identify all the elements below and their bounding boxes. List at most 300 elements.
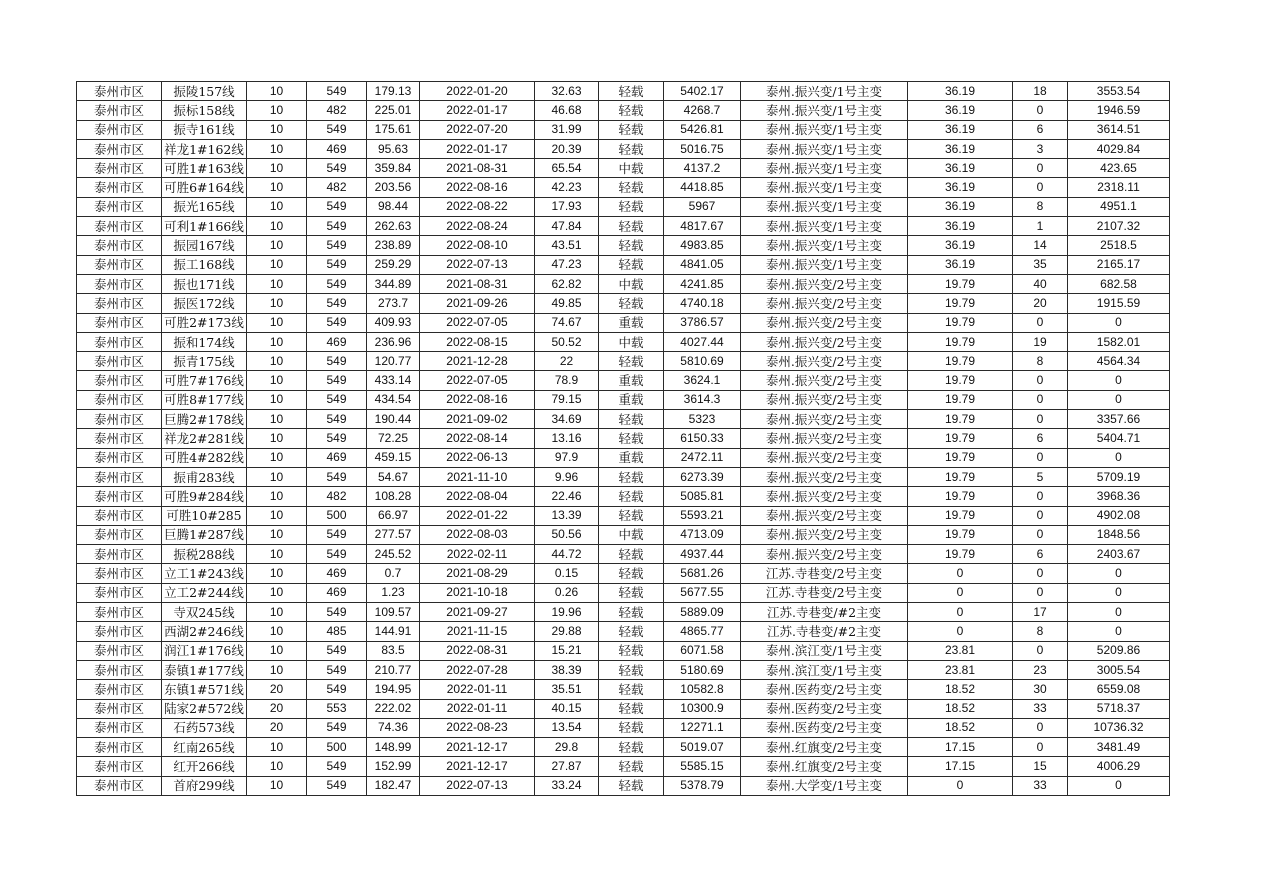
cell-available-capacity: 5967 bbox=[664, 197, 741, 216]
cell-voltage: 10 bbox=[247, 236, 307, 255]
cell-line-name: 可胜9#284线 bbox=[162, 487, 247, 506]
table-row bbox=[77, 583, 1170, 602]
cell-user-count: 23 bbox=[1013, 660, 1068, 679]
cell-rated-current: 549 bbox=[307, 82, 367, 101]
cell-substation-transformer: 泰州.振兴变/1号主变 bbox=[741, 197, 908, 216]
cell-remaining-capacity: 6559.08 bbox=[1068, 680, 1170, 699]
cell-district: 泰州市区 bbox=[77, 101, 162, 120]
cell-voltage: 10 bbox=[247, 217, 307, 236]
cell-load-status: 中载 bbox=[599, 525, 664, 544]
cell-load-rate: 49.85 bbox=[535, 294, 599, 313]
cell-record-date: 2022-08-31 bbox=[420, 641, 535, 660]
cell-load-status: 轻载 bbox=[599, 410, 664, 429]
cell-record-date: 2022-08-24 bbox=[420, 217, 535, 236]
cell-rated-current: 500 bbox=[307, 738, 367, 757]
cell-line-name: 振甫283线 bbox=[162, 467, 247, 486]
cell-district: 泰州市区 bbox=[77, 274, 162, 293]
cell-rated-current: 553 bbox=[307, 699, 367, 718]
cell-available-capacity: 2472.11 bbox=[664, 448, 741, 467]
cell-available-capacity: 5585.15 bbox=[664, 757, 741, 776]
table-row bbox=[77, 622, 1170, 641]
cell-remaining-capacity: 1915.59 bbox=[1068, 294, 1170, 313]
cell-voltage: 10 bbox=[247, 467, 307, 486]
cell-transformer-load-rate: 18.52 bbox=[908, 680, 1013, 699]
cell-substation-transformer: 泰州.振兴变/2号主变 bbox=[741, 525, 908, 544]
cell-remaining-capacity: 1582.01 bbox=[1068, 332, 1170, 351]
cell-transformer-load-rate: 0 bbox=[908, 622, 1013, 641]
cell-transformer-load-rate: 36.19 bbox=[908, 197, 1013, 216]
table-body bbox=[77, 82, 1170, 796]
cell-line-name: 振医172线 bbox=[162, 294, 247, 313]
cell-district: 泰州市区 bbox=[77, 178, 162, 197]
cell-user-count: 33 bbox=[1013, 699, 1068, 718]
cell-district: 泰州市区 bbox=[77, 467, 162, 486]
cell-remaining-capacity: 3553.54 bbox=[1068, 82, 1170, 101]
cell-user-count: 0 bbox=[1013, 564, 1068, 583]
cell-district: 泰州市区 bbox=[77, 429, 162, 448]
cell-remaining-capacity: 4564.34 bbox=[1068, 352, 1170, 371]
cell-load-current: 236.96 bbox=[367, 332, 420, 351]
cell-transformer-load-rate: 36.19 bbox=[908, 236, 1013, 255]
cell-transformer-load-rate: 36.19 bbox=[908, 178, 1013, 197]
cell-remaining-capacity: 2518.5 bbox=[1068, 236, 1170, 255]
cell-remaining-capacity: 5209.86 bbox=[1068, 641, 1170, 660]
cell-available-capacity: 4268.7 bbox=[664, 101, 741, 120]
cell-load-rate: 22.46 bbox=[535, 487, 599, 506]
cell-voltage: 10 bbox=[247, 641, 307, 660]
cell-record-date: 2022-08-16 bbox=[420, 390, 535, 409]
cell-load-rate: 0.15 bbox=[535, 564, 599, 583]
cell-load-current: 182.47 bbox=[367, 776, 420, 795]
cell-substation-transformer: 江苏.寺巷变/#2主变 bbox=[741, 603, 908, 622]
cell-load-status: 轻载 bbox=[599, 757, 664, 776]
table-row bbox=[77, 217, 1170, 236]
table-row bbox=[77, 564, 1170, 583]
cell-rated-current: 549 bbox=[307, 159, 367, 178]
cell-substation-transformer: 泰州.振兴变/1号主变 bbox=[741, 255, 908, 274]
cell-load-rate: 79.15 bbox=[535, 390, 599, 409]
cell-load-status: 轻载 bbox=[599, 139, 664, 158]
table-row bbox=[77, 545, 1170, 564]
table-row bbox=[77, 390, 1170, 409]
cell-transformer-load-rate: 19.79 bbox=[908, 448, 1013, 467]
cell-load-status: 重载 bbox=[599, 313, 664, 332]
cell-load-current: 434.54 bbox=[367, 390, 420, 409]
cell-user-count: 18 bbox=[1013, 82, 1068, 101]
cell-transformer-load-rate: 36.19 bbox=[908, 159, 1013, 178]
cell-line-name: 振光165线 bbox=[162, 197, 247, 216]
table-row bbox=[77, 410, 1170, 429]
cell-load-status: 轻载 bbox=[599, 641, 664, 660]
cell-district: 泰州市区 bbox=[77, 738, 162, 757]
cell-transformer-load-rate: 0 bbox=[908, 564, 1013, 583]
cell-user-count: 33 bbox=[1013, 776, 1068, 795]
cell-rated-current: 549 bbox=[307, 255, 367, 274]
cell-transformer-load-rate: 19.79 bbox=[908, 313, 1013, 332]
cell-line-name: 可胜4#282线 bbox=[162, 448, 247, 467]
cell-load-status: 轻载 bbox=[599, 603, 664, 622]
cell-voltage: 10 bbox=[247, 274, 307, 293]
cell-substation-transformer: 泰州.振兴变/1号主变 bbox=[741, 217, 908, 236]
cell-district: 泰州市区 bbox=[77, 313, 162, 332]
cell-load-current: 95.63 bbox=[367, 139, 420, 158]
cell-transformer-load-rate: 18.52 bbox=[908, 718, 1013, 737]
cell-district: 泰州市区 bbox=[77, 390, 162, 409]
cell-load-current: 72.25 bbox=[367, 429, 420, 448]
cell-line-name: 立工2#244线 bbox=[162, 583, 247, 602]
cell-record-date: 2022-02-11 bbox=[420, 545, 535, 564]
cell-load-status: 轻载 bbox=[599, 294, 664, 313]
cell-substation-transformer: 泰州.振兴变/1号主变 bbox=[741, 236, 908, 255]
cell-line-name: 陆家2#572线 bbox=[162, 699, 247, 718]
cell-record-date: 2022-01-22 bbox=[420, 506, 535, 525]
cell-record-date: 2021-11-15 bbox=[420, 622, 535, 641]
cell-load-rate: 15.21 bbox=[535, 641, 599, 660]
cell-transformer-load-rate: 19.79 bbox=[908, 429, 1013, 448]
cell-rated-current: 549 bbox=[307, 274, 367, 293]
cell-voltage: 10 bbox=[247, 139, 307, 158]
cell-user-count: 40 bbox=[1013, 274, 1068, 293]
cell-district: 泰州市区 bbox=[77, 352, 162, 371]
cell-load-rate: 31.99 bbox=[535, 120, 599, 139]
table-row bbox=[77, 274, 1170, 293]
cell-transformer-load-rate: 19.79 bbox=[908, 352, 1013, 371]
cell-line-name: 石药573线 bbox=[162, 718, 247, 737]
cell-rated-current: 549 bbox=[307, 313, 367, 332]
cell-record-date: 2022-08-23 bbox=[420, 718, 535, 737]
cell-available-capacity: 5426.81 bbox=[664, 120, 741, 139]
cell-available-capacity: 5180.69 bbox=[664, 660, 741, 679]
cell-transformer-load-rate: 36.19 bbox=[908, 139, 1013, 158]
cell-record-date: 2021-08-31 bbox=[420, 159, 535, 178]
cell-available-capacity: 4740.18 bbox=[664, 294, 741, 313]
cell-load-current: 120.77 bbox=[367, 352, 420, 371]
table-row bbox=[77, 603, 1170, 622]
cell-record-date: 2022-08-14 bbox=[420, 429, 535, 448]
cell-record-date: 2021-12-17 bbox=[420, 757, 535, 776]
cell-substation-transformer: 泰州.振兴变/2号主变 bbox=[741, 545, 908, 564]
cell-rated-current: 549 bbox=[307, 525, 367, 544]
cell-available-capacity: 4841.05 bbox=[664, 255, 741, 274]
cell-available-capacity: 4983.85 bbox=[664, 236, 741, 255]
cell-rated-current: 549 bbox=[307, 352, 367, 371]
cell-load-status: 轻载 bbox=[599, 487, 664, 506]
cell-district: 泰州市区 bbox=[77, 525, 162, 544]
cell-load-current: 83.5 bbox=[367, 641, 420, 660]
cell-record-date: 2022-01-11 bbox=[420, 699, 535, 718]
cell-line-name: 红开266线 bbox=[162, 757, 247, 776]
table-row bbox=[77, 139, 1170, 158]
cell-voltage: 10 bbox=[247, 313, 307, 332]
cell-remaining-capacity: 5718.37 bbox=[1068, 699, 1170, 718]
cell-load-status: 中载 bbox=[599, 274, 664, 293]
cell-rated-current: 549 bbox=[307, 776, 367, 795]
cell-voltage: 10 bbox=[247, 352, 307, 371]
cell-remaining-capacity: 1848.56 bbox=[1068, 525, 1170, 544]
cell-district: 泰州市区 bbox=[77, 757, 162, 776]
cell-remaining-capacity: 682.58 bbox=[1068, 274, 1170, 293]
cell-voltage: 10 bbox=[247, 159, 307, 178]
cell-load-status: 轻载 bbox=[599, 120, 664, 139]
cell-line-name: 润江1#176线 bbox=[162, 641, 247, 660]
cell-record-date: 2022-07-20 bbox=[420, 120, 535, 139]
cell-available-capacity: 4817.67 bbox=[664, 217, 741, 236]
cell-user-count: 35 bbox=[1013, 255, 1068, 274]
cell-substation-transformer: 泰州.振兴变/1号主变 bbox=[741, 82, 908, 101]
cell-line-name: 巨腾2#178线 bbox=[162, 410, 247, 429]
cell-remaining-capacity: 0 bbox=[1068, 564, 1170, 583]
cell-record-date: 2022-08-03 bbox=[420, 525, 535, 544]
cell-load-current: 0.7 bbox=[367, 564, 420, 583]
cell-remaining-capacity: 0 bbox=[1068, 603, 1170, 622]
cell-record-date: 2022-08-16 bbox=[420, 178, 535, 197]
cell-record-date: 2022-07-28 bbox=[420, 660, 535, 679]
cell-remaining-capacity: 0 bbox=[1068, 776, 1170, 795]
cell-line-name: 振园167线 bbox=[162, 236, 247, 255]
cell-substation-transformer: 泰州.振兴变/2号主变 bbox=[741, 371, 908, 390]
table-row bbox=[77, 738, 1170, 757]
cell-rated-current: 549 bbox=[307, 467, 367, 486]
cell-voltage: 10 bbox=[247, 776, 307, 795]
table-row bbox=[77, 718, 1170, 737]
cell-user-count: 0 bbox=[1013, 583, 1068, 602]
cell-line-name: 振青175线 bbox=[162, 352, 247, 371]
cell-substation-transformer: 泰州.红旗变/2号主变 bbox=[741, 757, 908, 776]
cell-district: 泰州市区 bbox=[77, 236, 162, 255]
cell-available-capacity: 10582.8 bbox=[664, 680, 741, 699]
cell-transformer-load-rate: 19.79 bbox=[908, 545, 1013, 564]
cell-line-name: 可胜6#164线 bbox=[162, 178, 247, 197]
cell-user-count: 0 bbox=[1013, 487, 1068, 506]
cell-record-date: 2022-07-13 bbox=[420, 255, 535, 274]
cell-load-current: 54.67 bbox=[367, 467, 420, 486]
cell-voltage: 10 bbox=[247, 332, 307, 351]
cell-available-capacity: 4241.85 bbox=[664, 274, 741, 293]
cell-voltage: 10 bbox=[247, 410, 307, 429]
cell-user-count: 15 bbox=[1013, 757, 1068, 776]
cell-district: 泰州市区 bbox=[77, 506, 162, 525]
cell-available-capacity: 4865.77 bbox=[664, 622, 741, 641]
cell-record-date: 2022-07-05 bbox=[420, 313, 535, 332]
table-row bbox=[77, 680, 1170, 699]
cell-load-rate: 78.9 bbox=[535, 371, 599, 390]
cell-load-rate: 33.24 bbox=[535, 776, 599, 795]
cell-load-current: 433.14 bbox=[367, 371, 420, 390]
cell-district: 泰州市区 bbox=[77, 332, 162, 351]
cell-district: 泰州市区 bbox=[77, 410, 162, 429]
table-row bbox=[77, 506, 1170, 525]
table-row bbox=[77, 776, 1170, 795]
cell-remaining-capacity: 10736.32 bbox=[1068, 718, 1170, 737]
cell-transformer-load-rate: 19.79 bbox=[908, 487, 1013, 506]
cell-available-capacity: 4137.2 bbox=[664, 159, 741, 178]
cell-voltage: 20 bbox=[247, 680, 307, 699]
table-row bbox=[77, 641, 1170, 660]
cell-transformer-load-rate: 36.19 bbox=[908, 82, 1013, 101]
cell-rated-current: 549 bbox=[307, 429, 367, 448]
cell-load-rate: 50.52 bbox=[535, 332, 599, 351]
table-row bbox=[77, 178, 1170, 197]
cell-load-current: 344.89 bbox=[367, 274, 420, 293]
cell-line-name: 振标158线 bbox=[162, 101, 247, 120]
cell-district: 泰州市区 bbox=[77, 139, 162, 158]
table-row bbox=[77, 82, 1170, 101]
cell-load-status: 轻载 bbox=[599, 738, 664, 757]
cell-available-capacity: 6071.58 bbox=[664, 641, 741, 660]
cell-line-name: 振寺161线 bbox=[162, 120, 247, 139]
table-row bbox=[77, 255, 1170, 274]
cell-rated-current: 549 bbox=[307, 641, 367, 660]
cell-user-count: 0 bbox=[1013, 525, 1068, 544]
cell-district: 泰州市区 bbox=[77, 545, 162, 564]
cell-load-status: 轻载 bbox=[599, 583, 664, 602]
cell-load-rate: 17.93 bbox=[535, 197, 599, 216]
cell-load-current: 190.44 bbox=[367, 410, 420, 429]
cell-load-current: 459.15 bbox=[367, 448, 420, 467]
cell-load-rate: 27.87 bbox=[535, 757, 599, 776]
cell-line-name: 立工1#243线 bbox=[162, 564, 247, 583]
cell-line-name: 东镇1#571线 bbox=[162, 680, 247, 699]
cell-load-current: 245.52 bbox=[367, 545, 420, 564]
table-row bbox=[77, 294, 1170, 313]
cell-district: 泰州市区 bbox=[77, 641, 162, 660]
cell-transformer-load-rate: 36.19 bbox=[908, 101, 1013, 120]
table-row bbox=[77, 448, 1170, 467]
table-row bbox=[77, 699, 1170, 718]
cell-transformer-load-rate: 19.79 bbox=[908, 390, 1013, 409]
cell-load-rate: 32.63 bbox=[535, 82, 599, 101]
cell-record-date: 2021-12-17 bbox=[420, 738, 535, 757]
cell-transformer-load-rate: 0 bbox=[908, 776, 1013, 795]
cell-line-name: 首府299线 bbox=[162, 776, 247, 795]
cell-substation-transformer: 泰州.振兴变/2号主变 bbox=[741, 313, 908, 332]
cell-load-rate: 29.88 bbox=[535, 622, 599, 641]
cell-substation-transformer: 泰州.大学变/1号主变 bbox=[741, 776, 908, 795]
cell-user-count: 0 bbox=[1013, 159, 1068, 178]
cell-load-rate: 38.39 bbox=[535, 660, 599, 679]
cell-record-date: 2022-08-22 bbox=[420, 197, 535, 216]
cell-district: 泰州市区 bbox=[77, 776, 162, 795]
cell-record-date: 2021-12-28 bbox=[420, 352, 535, 371]
cell-load-status: 中载 bbox=[599, 332, 664, 351]
cell-transformer-load-rate: 0 bbox=[908, 603, 1013, 622]
cell-load-status: 中载 bbox=[599, 159, 664, 178]
cell-load-current: 66.97 bbox=[367, 506, 420, 525]
cell-transformer-load-rate: 23.81 bbox=[908, 660, 1013, 679]
cell-line-name: 可胜2#173线 bbox=[162, 313, 247, 332]
cell-rated-current: 549 bbox=[307, 390, 367, 409]
cell-rated-current: 549 bbox=[307, 371, 367, 390]
cell-load-rate: 42.23 bbox=[535, 178, 599, 197]
cell-record-date: 2022-08-15 bbox=[420, 332, 535, 351]
cell-transformer-load-rate: 36.19 bbox=[908, 217, 1013, 236]
cell-load-rate: 97.9 bbox=[535, 448, 599, 467]
cell-remaining-capacity: 2318.11 bbox=[1068, 178, 1170, 197]
cell-transformer-load-rate: 0 bbox=[908, 583, 1013, 602]
cell-user-count: 0 bbox=[1013, 506, 1068, 525]
cell-load-rate: 13.39 bbox=[535, 506, 599, 525]
cell-record-date: 2022-06-13 bbox=[420, 448, 535, 467]
cell-rated-current: 482 bbox=[307, 178, 367, 197]
table-row bbox=[77, 313, 1170, 332]
cell-available-capacity: 6273.39 bbox=[664, 467, 741, 486]
cell-voltage: 10 bbox=[247, 178, 307, 197]
cell-remaining-capacity: 3357.66 bbox=[1068, 410, 1170, 429]
cell-record-date: 2022-08-10 bbox=[420, 236, 535, 255]
cell-remaining-capacity: 0 bbox=[1068, 583, 1170, 602]
cell-transformer-load-rate: 23.81 bbox=[908, 641, 1013, 660]
cell-load-rate: 47.84 bbox=[535, 217, 599, 236]
cell-user-count: 8 bbox=[1013, 352, 1068, 371]
cell-voltage: 20 bbox=[247, 718, 307, 737]
cell-remaining-capacity: 423.65 bbox=[1068, 159, 1170, 178]
cell-district: 泰州市区 bbox=[77, 197, 162, 216]
cell-line-name: 西湖2#246线 bbox=[162, 622, 247, 641]
cell-load-status: 重载 bbox=[599, 371, 664, 390]
cell-remaining-capacity: 4006.29 bbox=[1068, 757, 1170, 776]
cell-remaining-capacity: 2165.17 bbox=[1068, 255, 1170, 274]
cell-substation-transformer: 泰州.振兴变/1号主变 bbox=[741, 120, 908, 139]
cell-voltage: 10 bbox=[247, 101, 307, 120]
cell-rated-current: 482 bbox=[307, 487, 367, 506]
cell-load-rate: 13.54 bbox=[535, 718, 599, 737]
table-row bbox=[77, 467, 1170, 486]
cell-user-count: 3 bbox=[1013, 139, 1068, 158]
cell-load-current: 98.44 bbox=[367, 197, 420, 216]
cell-rated-current: 469 bbox=[307, 448, 367, 467]
cell-load-current: 259.29 bbox=[367, 255, 420, 274]
cell-load-status: 轻载 bbox=[599, 178, 664, 197]
cell-available-capacity: 6150.33 bbox=[664, 429, 741, 448]
cell-transformer-load-rate: 18.52 bbox=[908, 699, 1013, 718]
cell-voltage: 10 bbox=[247, 294, 307, 313]
cell-voltage: 10 bbox=[247, 371, 307, 390]
cell-remaining-capacity: 0 bbox=[1068, 313, 1170, 332]
cell-user-count: 0 bbox=[1013, 738, 1068, 757]
cell-user-count: 8 bbox=[1013, 622, 1068, 641]
cell-voltage: 10 bbox=[247, 525, 307, 544]
cell-rated-current: 549 bbox=[307, 757, 367, 776]
cell-substation-transformer: 泰州.医药变/2号主变 bbox=[741, 680, 908, 699]
cell-rated-current: 549 bbox=[307, 718, 367, 737]
table-row bbox=[77, 371, 1170, 390]
cell-available-capacity: 5323 bbox=[664, 410, 741, 429]
cell-rated-current: 549 bbox=[307, 294, 367, 313]
cell-load-status: 轻载 bbox=[599, 680, 664, 699]
cell-substation-transformer: 江苏.寺巷变/2号主变 bbox=[741, 583, 908, 602]
cell-available-capacity: 5810.69 bbox=[664, 352, 741, 371]
cell-line-name: 祥龙1#162线 bbox=[162, 139, 247, 158]
cell-substation-transformer: 泰州.滨江变/1号主变 bbox=[741, 641, 908, 660]
cell-district: 泰州市区 bbox=[77, 217, 162, 236]
cell-substation-transformer: 泰州.振兴变/2号主变 bbox=[741, 352, 908, 371]
cell-load-status: 轻载 bbox=[599, 82, 664, 101]
cell-substation-transformer: 江苏.寺巷变/#2主变 bbox=[741, 622, 908, 641]
cell-available-capacity: 3614.3 bbox=[664, 390, 741, 409]
cell-substation-transformer: 泰州.振兴变/2号主变 bbox=[741, 467, 908, 486]
cell-rated-current: 482 bbox=[307, 101, 367, 120]
cell-user-count: 8 bbox=[1013, 197, 1068, 216]
cell-load-status: 轻载 bbox=[599, 255, 664, 274]
table-row bbox=[77, 429, 1170, 448]
cell-load-rate: 34.69 bbox=[535, 410, 599, 429]
cell-voltage: 10 bbox=[247, 622, 307, 641]
cell-voltage: 10 bbox=[247, 390, 307, 409]
cell-user-count: 0 bbox=[1013, 448, 1068, 467]
cell-remaining-capacity: 5404.71 bbox=[1068, 429, 1170, 448]
cell-substation-transformer: 江苏.寺巷变/2号主变 bbox=[741, 564, 908, 583]
cell-load-current: 175.61 bbox=[367, 120, 420, 139]
